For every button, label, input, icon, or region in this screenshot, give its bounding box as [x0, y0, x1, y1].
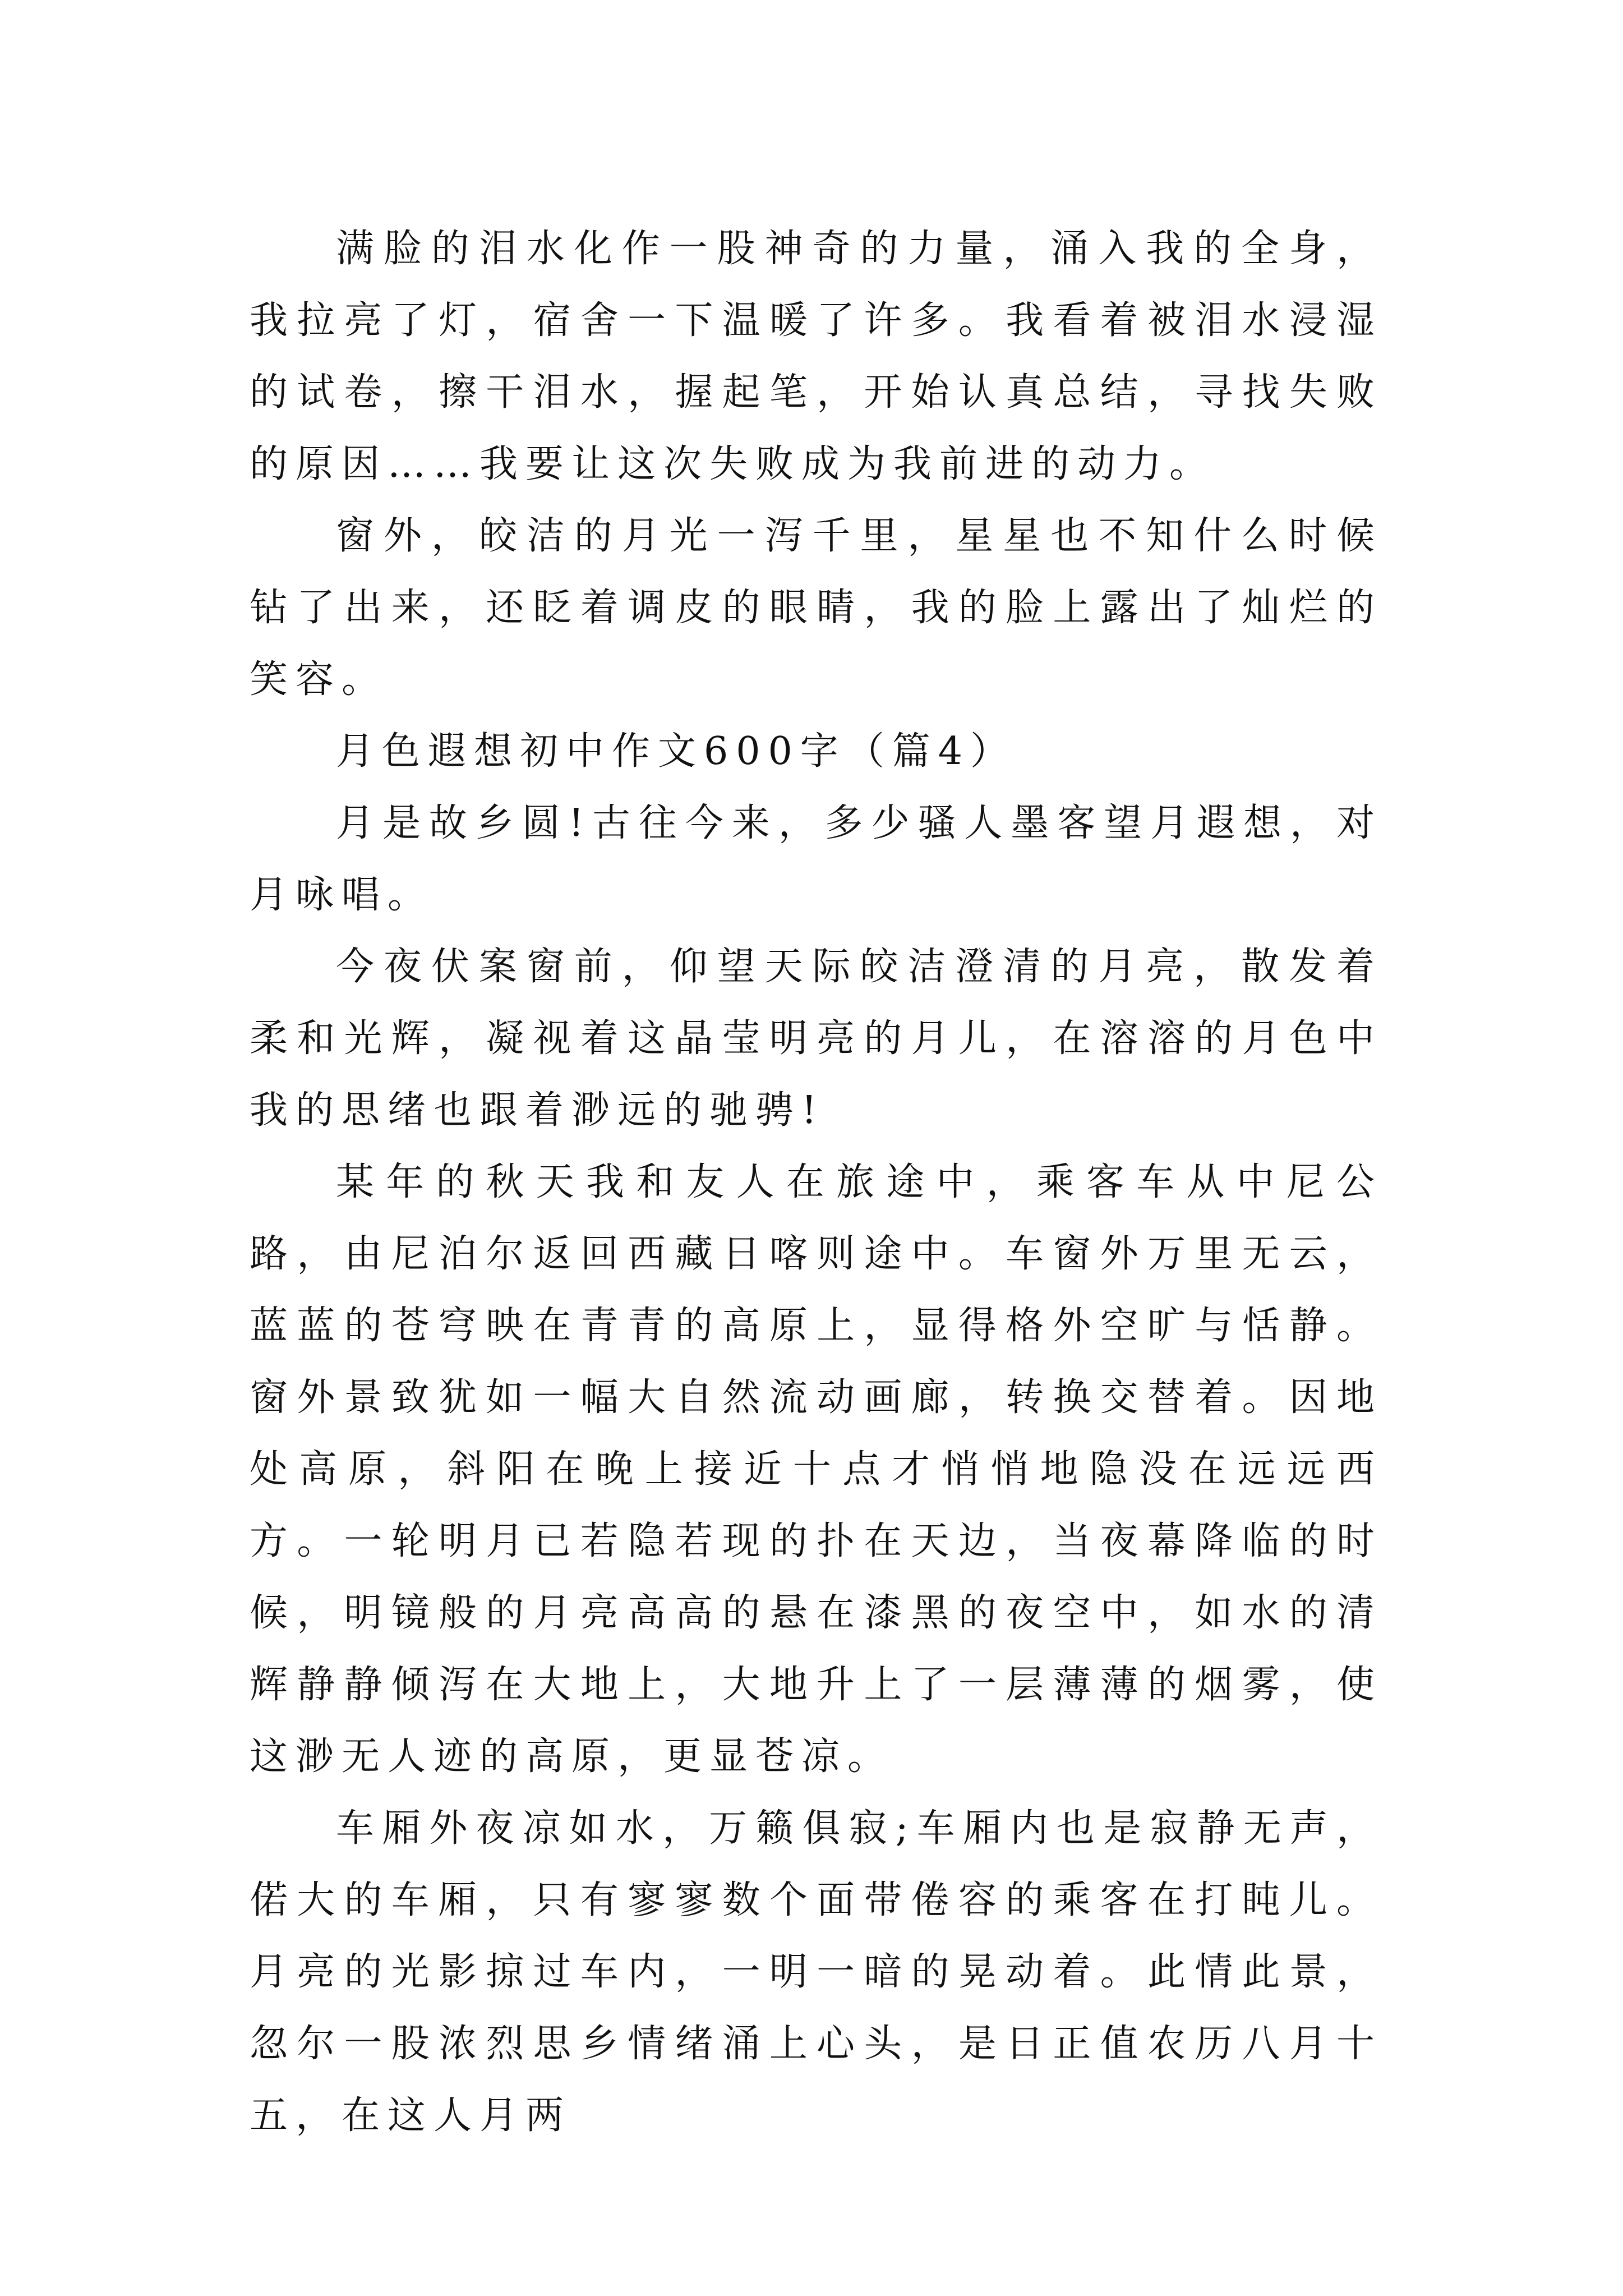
paragraph-5: 某年的秋天我和友人在旅途中，乘客车从中尼公路，由尼泊尔返回西藏日喀则途中。车窗外万里无云，蓝蓝的苍穹映在青青的高原上，显得格外空旷与恬静。窗外景致犹如一幅大自然流动画廊，转换交替着。因地处高原，斜阳在晚上接近十点才悄悄地隐没在远远西方。一轮明月已若隐若现的扑在天边，当夜幕降临的时候，明镜般的月亮高高的悬在漆黑的夜空中，如水的清辉静静倾泻在大地上，大地升上了一层薄薄的烟雾，使这渺无人迹的高原，更显苍凉。 [250, 1160, 1382, 1779]
paragraph-3: 月是故乡圆!古往今来，多少骚人墨客望月遐想，对月咏唱。 [250, 801, 1382, 917]
paragraph-1: 满脸的泪水化作一股神奇的力量，涌入我的全身，我拉亮了灯，宿舍一下温暖了许多。我看着被泪水浸湿的试卷，擦干泪水，握起笔，开始认真总结，寻找失败的原因……我要让这次失败成为我前进的动力。 [250, 227, 1382, 486]
section-heading: 月色遐想初中作文600字（篇4） [336, 729, 1017, 774]
paragraph-4: 今夜伏案窗前，仰望天际皎洁澄清的月亮，散发着柔和光辉，凝视着这晶莹明亮的月儿，在溶溶的月色中我的思绪也跟着渺远的驰骋! [250, 945, 1382, 1133]
paragraph-6: 车厢外夜凉如水，万籁俱寂;车厢内也是寂静无声，偌大的车厢，只有寥寥数个面带倦容的乘客在打盹儿。月亮的光影掠过车内，一明一暗的晃动着。此情此景，忽尔一股浓烈思乡情绪涌上心头，是日正值农历八月十五，在这人月两 [250, 1806, 1382, 2138]
document-page [250, 213, 1382, 2152]
paragraph-2: 窗外，皎洁的月光一泻千里，星星也不知什么时候钻了出来，还眨着调皮的眼睛，我的脸上露出了灿烂的笑容。 [250, 514, 1382, 702]
